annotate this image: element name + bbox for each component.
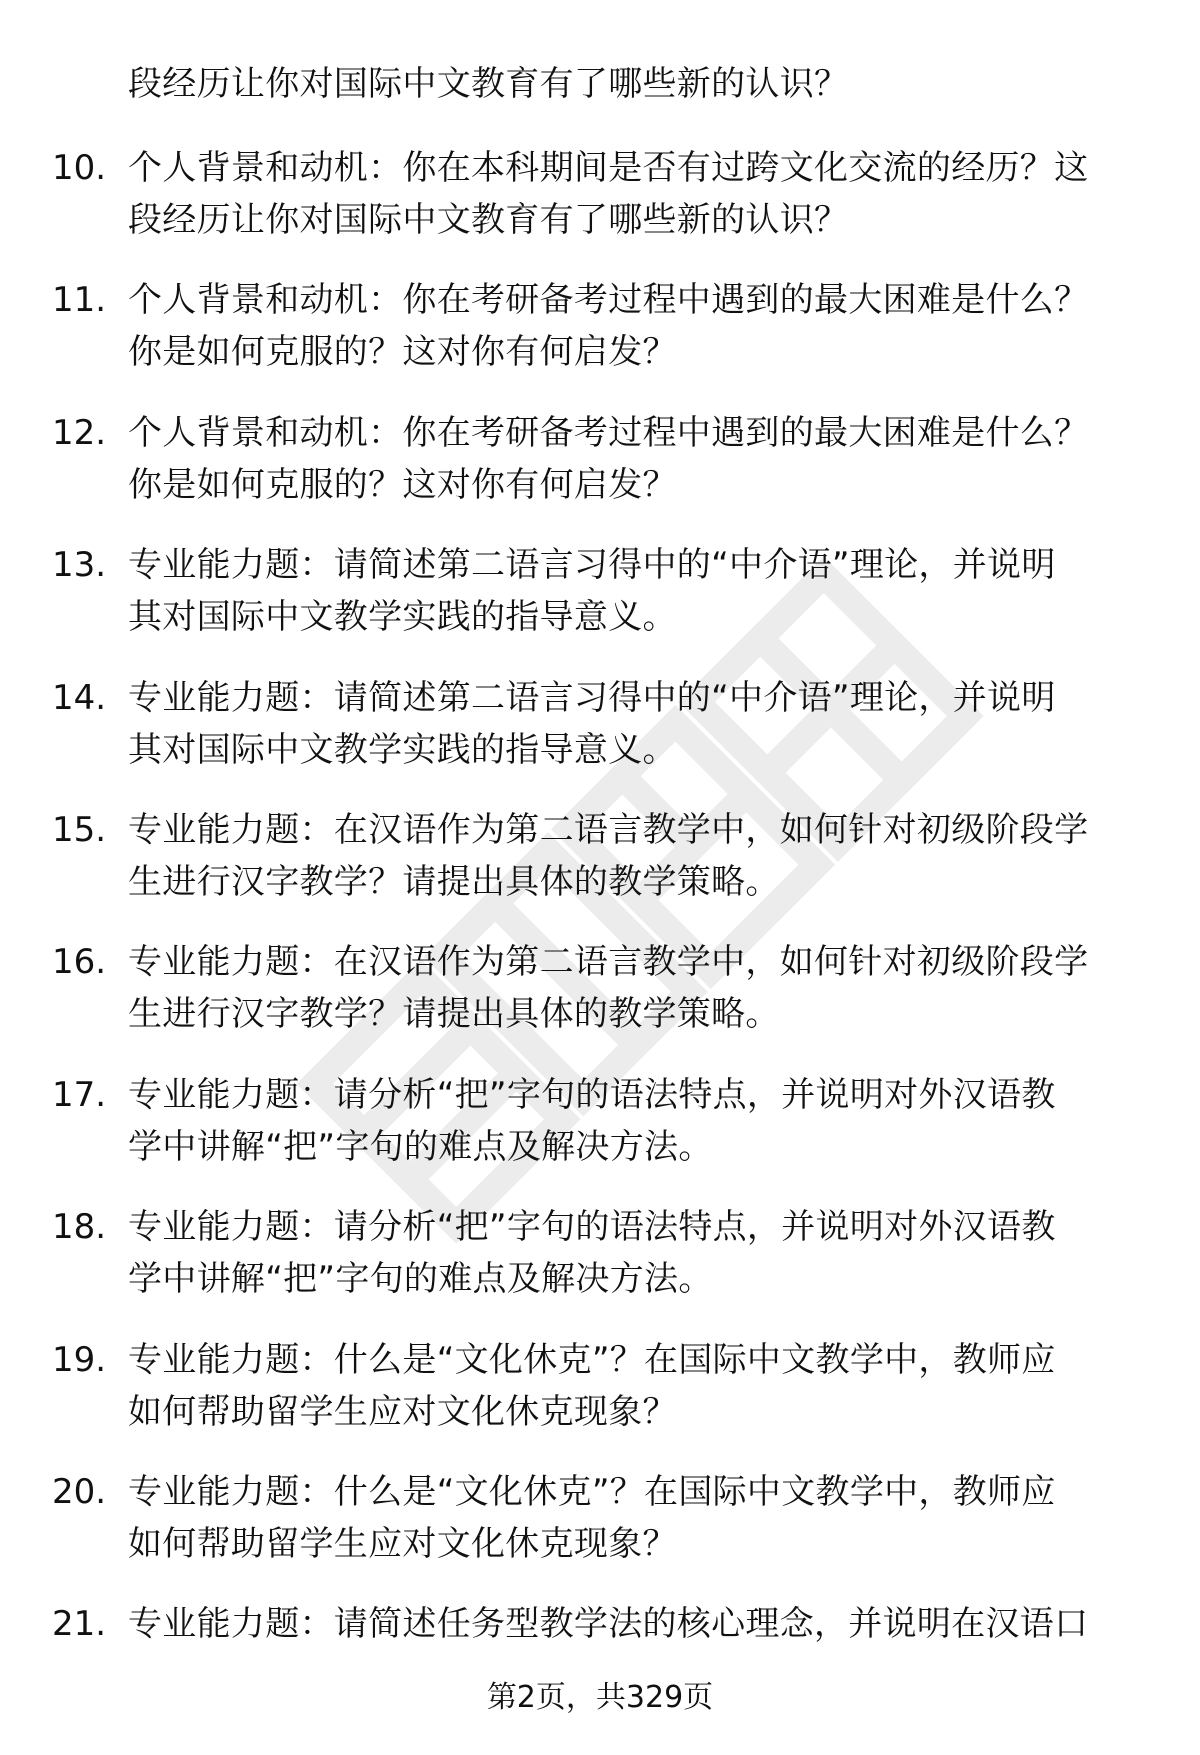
question-number: 19. xyxy=(52,1339,107,1380)
question-text-line: 专业能力题：什么是“文化休克”？在国际中文教学中，教师应 xyxy=(128,1339,1056,1380)
question-number: 16. xyxy=(52,942,107,983)
question-text xyxy=(128,1069,1138,1173)
question-text xyxy=(128,539,1138,643)
question-text-line: 个人背景和动机：你在本科期间是否有过跨文化交流的经历？这 xyxy=(128,148,1089,188)
question-number: 11. xyxy=(52,280,107,321)
question-text-line: 专业能力题：请分析“把”字句的语法特点，并说明对外汉语教 xyxy=(128,1074,1056,1115)
question-item xyxy=(0,1069,1200,1201)
question-item xyxy=(0,1201,1200,1333)
question-text xyxy=(128,1598,1138,1650)
question-text-line: 你是如何克服的？这对你有何启发？ xyxy=(128,332,677,373)
question-item xyxy=(0,672,1200,804)
question-number: 12. xyxy=(52,412,107,453)
question-text xyxy=(128,1334,1138,1438)
question-text-line: 学中讲解“把”字句的难点及解决方法。 xyxy=(128,1259,713,1300)
question-item xyxy=(0,1466,1200,1598)
question-text-line: 专业能力题：什么是“文化休克”？在国际中文教学中，教师应 xyxy=(128,1471,1056,1512)
question-text-line: 如何帮助留学生应对文化休克现象？ xyxy=(128,1523,677,1564)
question-text xyxy=(128,1201,1138,1305)
question-number: 21. xyxy=(52,1604,107,1645)
question-text xyxy=(128,407,1138,511)
question-item xyxy=(0,804,1200,936)
question-text-line: 生进行汉字教学？请提出具体的教学策略。 xyxy=(128,861,780,902)
question-text-line: 专业能力题：请分析“把”字句的语法特点，并说明对外汉语教 xyxy=(128,1207,1056,1248)
question-text xyxy=(128,1466,1138,1570)
question-text-line: 专业能力题：在汉语作为第二语言教学中，如何针对初级阶段学 xyxy=(128,942,1089,983)
question-text-line: 段经历让你对国际中文教育有了哪些新的认识？ xyxy=(128,200,849,240)
question-text-line: 生进行汉字教学？请提出具体的教学策略。 xyxy=(128,994,780,1035)
page-footer: 第2页，共329页 xyxy=(486,1680,714,1715)
question-text xyxy=(128,936,1138,1040)
question-text-line: 学中讲解“把”字句的难点及解决方法。 xyxy=(128,1126,713,1167)
question-text xyxy=(128,804,1138,908)
question-text-line: 专业能力题：在汉语作为第二语言教学中，如何针对初级阶段学 xyxy=(128,809,1089,850)
question-text xyxy=(128,142,1138,246)
question-text-line: 个人背景和动机：你在考研备考过程中遇到的最大困难是什么？ xyxy=(128,412,1089,453)
question-text-line: 专业能力题：请简述任务型教学法的核心理念，并说明在汉语口 xyxy=(128,1604,1089,1645)
question-text-line: 你是如何克服的？这对你有何启发？ xyxy=(128,464,677,505)
question-item xyxy=(0,142,1200,274)
question-list xyxy=(0,142,1200,1731)
question-item xyxy=(0,936,1200,1068)
question-item xyxy=(0,539,1200,671)
question-item xyxy=(0,407,1200,539)
question-text-line: 其对国际中文教学实践的指导意义。 xyxy=(128,597,677,638)
question-number: 13. xyxy=(52,545,107,586)
question-text-line: 专业能力题：请简述第二语言习得中的“中介语”理论，并说明 xyxy=(128,545,1056,586)
question-number: 10. xyxy=(52,148,107,188)
question-text-line: 专业能力题：请简述第二语言习得中的“中介语”理论，并说明 xyxy=(128,677,1056,718)
question-text xyxy=(128,672,1138,776)
question-number: 20. xyxy=(52,1471,107,1512)
question-number: 17. xyxy=(52,1074,107,1115)
continued-question-text: 段经历让你对国际中文教育有了哪些新的认识？ xyxy=(128,64,849,104)
question-item xyxy=(0,1334,1200,1466)
question-text-line: 其对国际中文教学实践的指导意义。 xyxy=(128,729,677,770)
question-number: 14. xyxy=(52,677,107,718)
question-text-line: 如何帮助留学生应对文化休克现象？ xyxy=(128,1391,677,1432)
question-item xyxy=(0,274,1200,406)
question-number: 18. xyxy=(52,1207,107,1248)
question-number: 15. xyxy=(52,809,107,850)
question-text xyxy=(128,274,1138,378)
question-text-line: 个人背景和动机：你在考研备考过程中遇到的最大困难是什么？ xyxy=(128,280,1089,321)
